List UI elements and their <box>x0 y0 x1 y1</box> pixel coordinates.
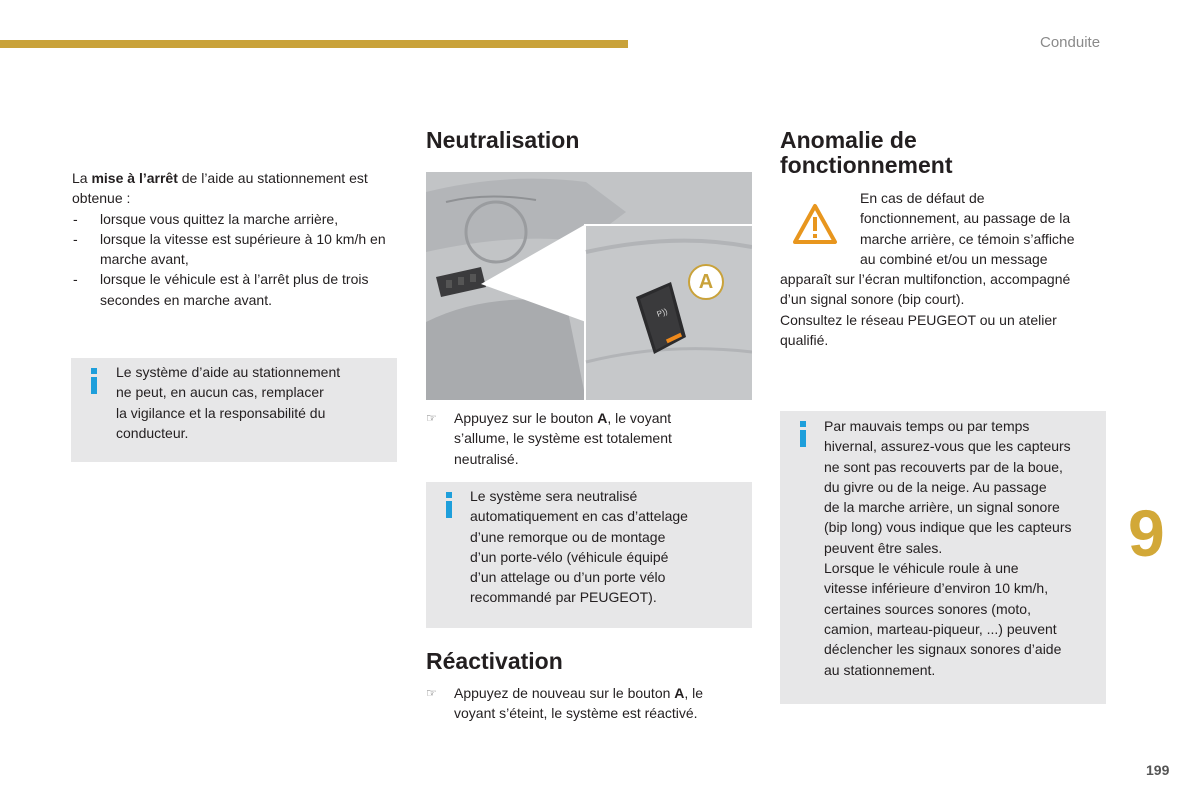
info-line: Par mauvais temps ou par temps <box>824 418 1030 434</box>
info-box-left <box>71 358 397 462</box>
info-line: ne peut, en aucun cas, remplacer <box>116 384 324 401</box>
hand-pointer-icon: ☞ <box>426 411 437 425</box>
info-line: automatiquement en cas d’attelage <box>470 508 688 525</box>
info-line: conducteur. <box>116 424 189 441</box>
dashboard-photo <box>426 172 752 400</box>
text-line: au combiné et/ou un message <box>860 250 1048 267</box>
info-line: du givre ou de la neige. Au passage <box>824 478 1047 495</box>
hand-pointer-icon: ☞ <box>426 686 437 700</box>
info-line: d’un attelage ou d’un porte vélo <box>470 569 666 586</box>
text-line: Consultez le réseau PEUGEOT ou un atelier <box>780 311 1057 328</box>
left-column <box>72 168 402 310</box>
neutralisation-step: ☞ Appuyez sur le bouton A, le voyant s’allume, le système est totalement neutralisé. <box>426 410 672 467</box>
info-line: d’un porte-vélo (véhicule équipé <box>470 548 669 565</box>
intro-bold: mise à l’arrêt <box>91 170 178 186</box>
info-line: certaines sources sonores (moto, <box>824 600 1031 617</box>
info-line: Le système d’aide au stationnement <box>116 364 341 380</box>
text-line: marche arrière, ce témoin s’affiche <box>860 230 1075 247</box>
info-line: Lorsque le véhicule roule à une <box>824 560 1019 577</box>
deactivation-list <box>72 209 402 310</box>
info-icon <box>798 421 808 447</box>
page-number: 199 <box>1146 762 1170 778</box>
chapter-number: 9 <box>1128 496 1165 570</box>
warning-triangle-icon <box>792 203 838 245</box>
info-line: déclencher les signaux sonores d’aide <box>824 641 1062 658</box>
info-box-right <box>780 411 1106 704</box>
info-line: vitesse inférieure d’environ 10 km/h, <box>824 580 1049 597</box>
text-line: En cas de défaut de <box>860 190 985 206</box>
info-line: d’une remorque ou de montage <box>470 528 666 545</box>
info-line: la vigilance et la responsabilité du <box>116 404 326 421</box>
photo-callout-label: A <box>698 271 714 293</box>
svg-text:P)): P)) <box>655 306 669 319</box>
info-line: recommandé par PEUGEOT). <box>470 589 657 606</box>
header-gold-bar <box>0 40 628 48</box>
info-line: Le système sera neutralisé <box>470 488 638 504</box>
section-title: Conduite <box>1040 34 1101 51</box>
info-line: au stationnement. <box>824 661 936 678</box>
intro-paragraph: La mise à l’arrêt de l’aide au stationnement est obtenue : <box>72 170 368 207</box>
list-item: - lorsque la vitesse est supérieure à 10 km/h en marche avant, <box>72 229 402 270</box>
neutralisation-title: Neutralisation <box>426 127 580 153</box>
text-line: d’un signal sonore (bip court). <box>780 291 965 308</box>
info-line: hivernal, assurez-vous que les capteurs <box>824 438 1071 455</box>
list-item: - lorsque le véhicule est à l’arrêt plus de trois secondes en marche avant. <box>72 269 402 310</box>
info-line: ne sont pas recouverts par de la boue, <box>824 458 1063 475</box>
info-icon <box>444 492 454 518</box>
info-line: (bip long) vous indique que les capteurs <box>824 519 1072 536</box>
info-box-middle <box>426 482 752 628</box>
list-item: - lorsque vous quittez la marche arrière, <box>72 209 402 229</box>
text-line: apparaît sur l’écran multifonction, accompagné <box>780 271 1071 287</box>
text-line: qualifié. <box>780 331 829 348</box>
info-line: camion, marteau-piqueur, ...) peuvent <box>824 620 1057 637</box>
anomaly-title: Anomalie de fonctionnement <box>780 127 953 178</box>
reactivation-title: Réactivation <box>426 648 563 674</box>
info-line: peuvent être sales. <box>824 539 943 556</box>
info-icon <box>89 368 99 394</box>
reactivation-step: ☞ Appuyez de nouveau sur le bouton A, le voyant s’éteint, le système est réactivé. <box>426 685 704 722</box>
info-line: de la marche arrière, un signal sonore <box>824 499 1060 516</box>
anomaly-text-cont <box>780 269 1120 350</box>
text-line: fonctionnement, au passage de la <box>860 210 1071 227</box>
anomaly-text-wrap <box>860 188 1110 269</box>
